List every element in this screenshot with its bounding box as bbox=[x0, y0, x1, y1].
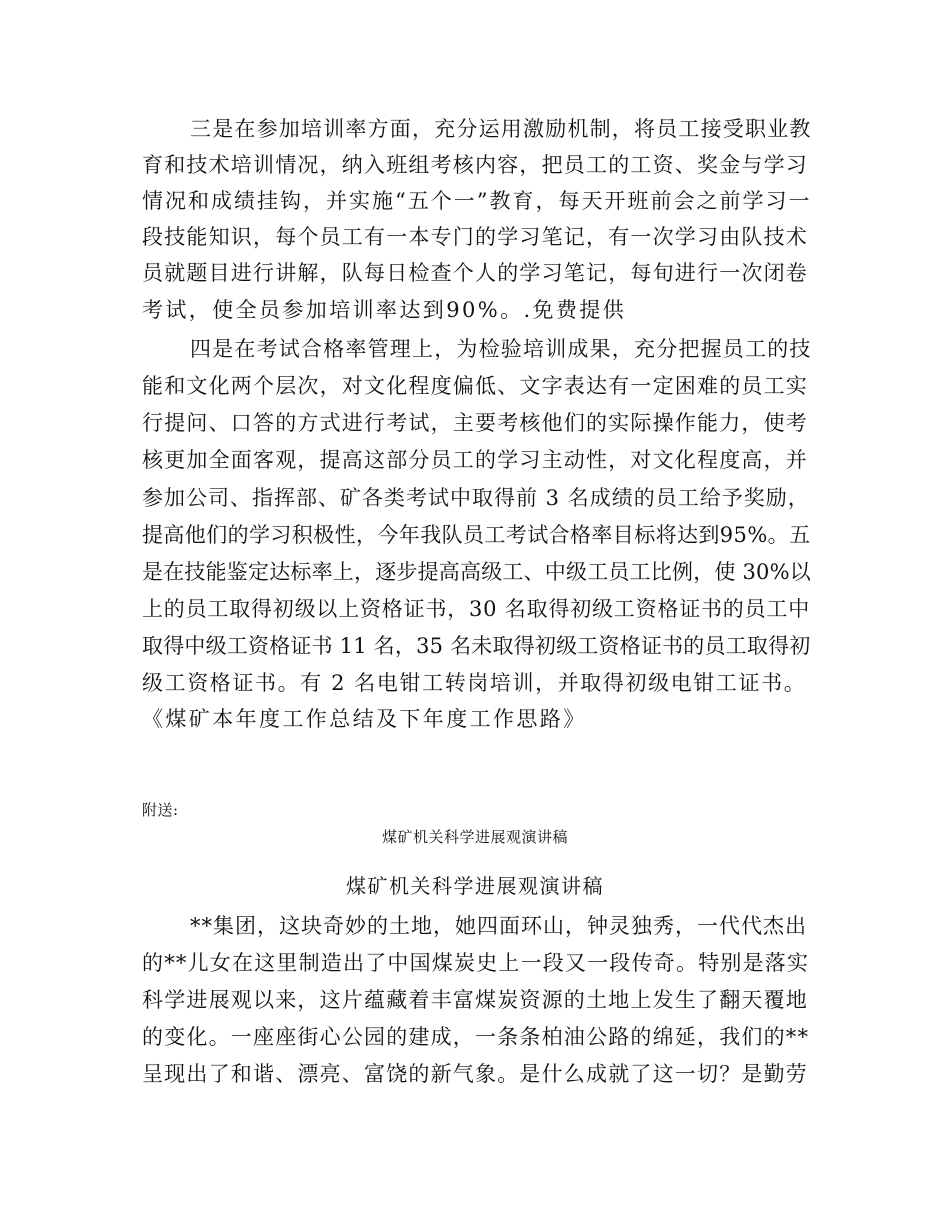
paragraph-line: 情况和成绩挂钩，并实施“五个一”教育，每天开班前会之前学习一 bbox=[142, 189, 812, 213]
paragraph-line: 是在技能鉴定达标率上，逐步提高高级工、中级工员工比例，使 30%以 bbox=[142, 560, 811, 584]
appendix-label: 附送: bbox=[142, 801, 179, 819]
paragraph-line: 四是在考试合格率管理上，为检验培训成果，充分把握员工的技 bbox=[190, 337, 812, 361]
paragraph-line: 参加公司、指挥部、矿各类考试中取得前 3 名成绩的员工给予奖励， bbox=[142, 486, 810, 510]
paragraph-line: 级工资格证书。有 2 名电钳工转岗培训，并取得初级电钳工证书。 bbox=[142, 671, 807, 695]
paragraph-line: 提高他们的学习积极性，今年我队员工考试合格率目标将达到95%。五 bbox=[142, 523, 811, 547]
appendix-small-title: 煤矿机关科学进展观演讲稿 bbox=[381, 828, 568, 846]
paragraph-line: 上的员工取得初级以上资格证书，30 名取得初级工资格证书的员工中 bbox=[142, 597, 810, 621]
paragraph-line: 考试，使全员参加培训率达到90%。.免费提供 bbox=[142, 298, 627, 322]
paragraph-line: 行提问、口答的方式进行考试，主要考核他们的实际操作能力，使考 bbox=[142, 411, 808, 435]
paragraph-line: 员就题目进行讲解，队每日检查个人的学习笔记，每旬进行一次闭卷 bbox=[142, 261, 808, 285]
paragraph-line: 能和文化两个层次，对文化程度偏低、文字表达有一定困难的员工实 bbox=[142, 374, 808, 398]
paragraph-line: 段技能知识，每个员工有一本专门的学习笔记，有一次学习由队技术 bbox=[142, 225, 808, 249]
paragraph-line: 科学进展观以来，这片蕴藏着丰富煤炭资源的土地上发生了翻天覆地 bbox=[142, 988, 808, 1012]
paragraph-line: 的变化。一座座街心公园的建成，一条条柏油公路的绵延，我们的** bbox=[142, 1025, 810, 1049]
paragraph-line: 育和技术培训情况，纳入班组考核内容，把员工的工资、奖金与学习 bbox=[142, 153, 808, 177]
paragraph-line: 的**儿女在这里制造出了中国煤炭史上一段又一段传奇。特别是落实 bbox=[142, 951, 810, 975]
document-title-reference: 《煤矿本年度工作总结及下年度工作思路》 bbox=[142, 707, 587, 731]
paragraph-line: 取得中级工资格证书 11 名，35 名未取得初级工资格证书的员工取得初 bbox=[142, 634, 811, 658]
paragraph-line: 呈现出了和谐、漂亮、富饶的新气象。是什么成就了这一切？是勤劳 bbox=[142, 1062, 808, 1086]
paragraph-line: **集团，这块奇妙的土地，她四面环山，钟灵独秀，一代代杰出 bbox=[190, 914, 807, 938]
speech-title: 煤矿机关科学进展观演讲稿 bbox=[346, 874, 604, 898]
paragraph-line: 核更加全面客观，提高这部分员工的学习主动性，对文化程度高，并 bbox=[142, 448, 808, 472]
paragraph-line: 三是在参加培训率方面，充分运用激励机制，将员工接受职业教 bbox=[190, 117, 812, 141]
